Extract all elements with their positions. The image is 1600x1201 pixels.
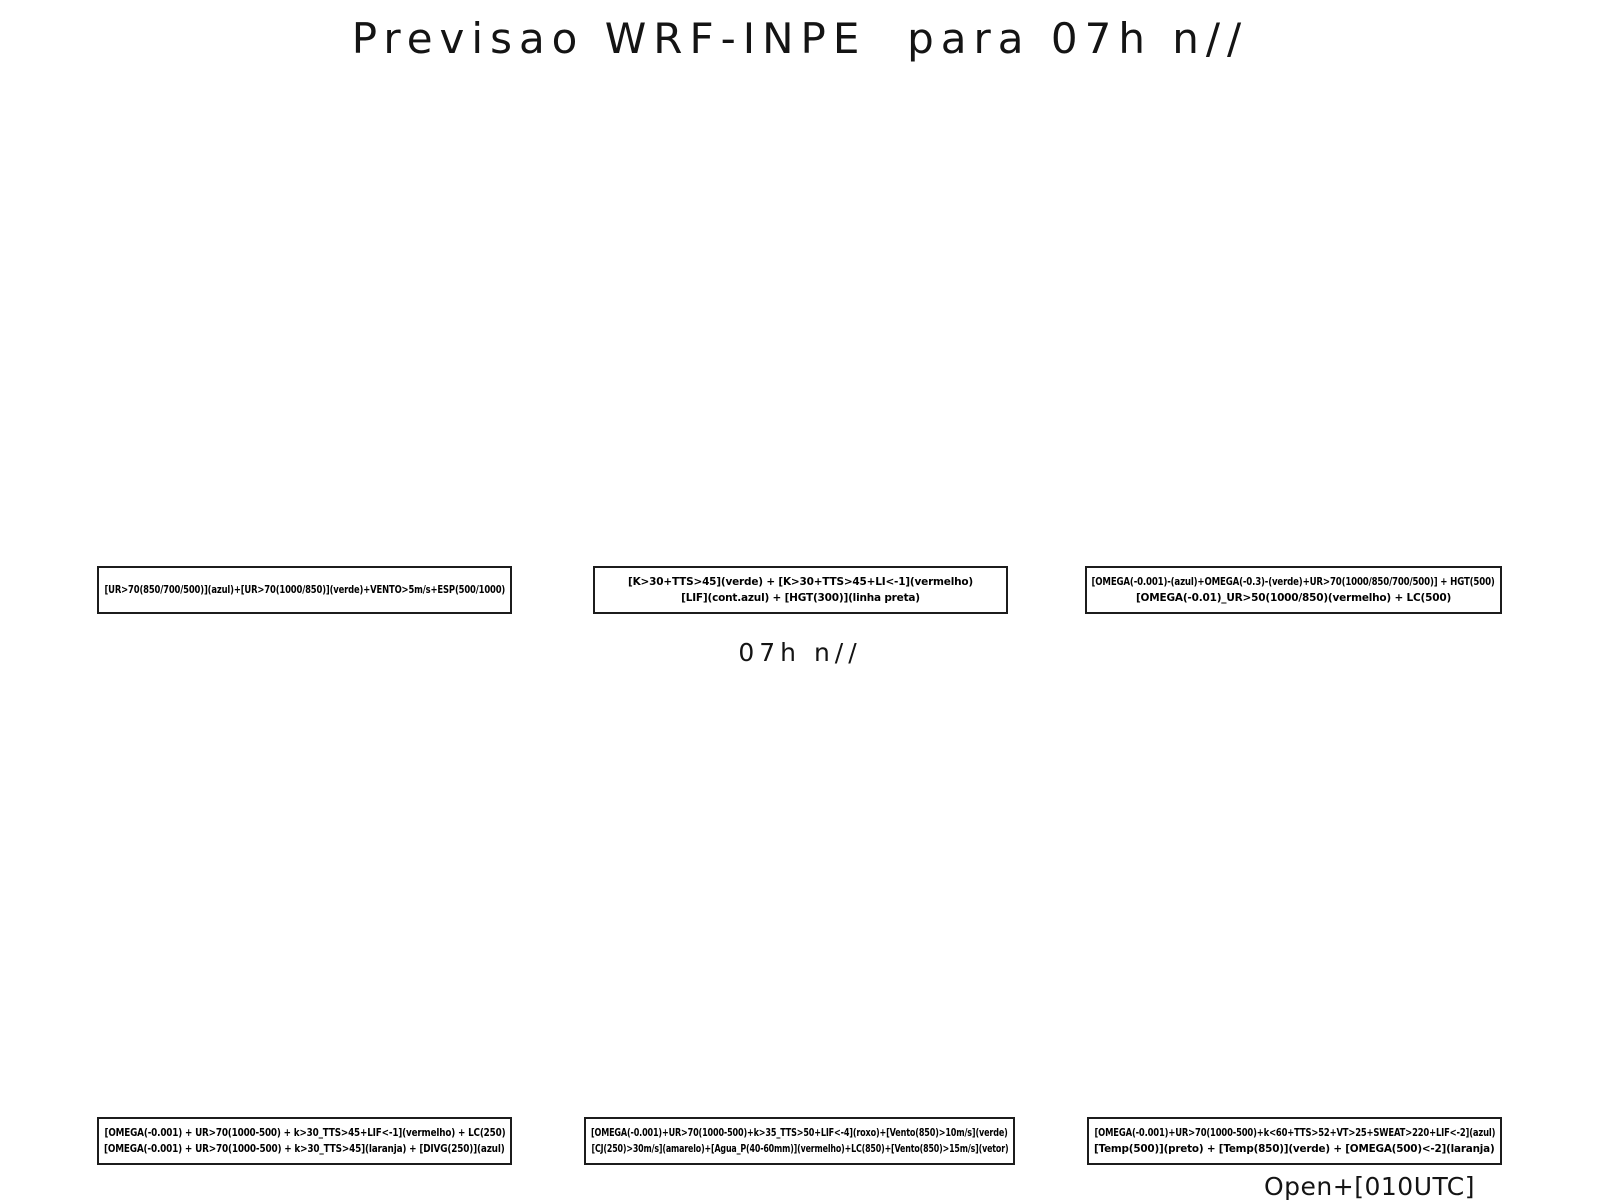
center-time-label: 07h n// xyxy=(738,638,862,667)
legend-box-6-line-2: [Temp(500)](preto) + [Temp(850)](verde) + [OMEGA(500)<-2](laranja) xyxy=(1094,1143,1495,1155)
legend-box-6 xyxy=(1087,1117,1502,1165)
legend-box-2 xyxy=(593,566,1008,614)
legend-box-1 xyxy=(97,566,512,614)
footer-open-label: Open+[010UTC] xyxy=(1264,1172,1476,1201)
legend-box-4-line-2: [OMEGA(-0.001) + UR>70(1000-500) + k>30_TTS>45](laranja) + [DIVG(250)](azul) xyxy=(104,1143,505,1155)
legend-box-3 xyxy=(1085,566,1502,614)
legend-box-6-line-1: [OMEGA(-0.001)+UR>70(1000-500)+k<60+TTS>52+VT>25+SWEAT>220+LIF<-2](azul) xyxy=(1094,1127,1495,1139)
legend-box-4-line-1: [OMEGA(-0.001) + UR>70(1000-500) + k>30_TTS>45+LIF<-1](vermelho) + LC(250) xyxy=(104,1127,505,1139)
page-title: Previsao WRF-INPE para 07h n// xyxy=(351,14,1249,63)
legend-box-5-line-2: [CJ(250)>30m/s](amarelo)+[Agua_P(40-60mm)](vermelho)+LC(850)+[Vento(850)>15m/s](vetor) xyxy=(591,1143,1008,1155)
legend-box-5 xyxy=(584,1117,1015,1165)
legend-box-3-line-2: [OMEGA(-0.01)_UR>50(1000/850)(vermelho) + LC(500) xyxy=(1135,592,1452,604)
legend-box-2-line-1: [K>30+TTS>45](verde) + [K>30+TTS>45+LI<-1](vermelho) xyxy=(628,576,973,588)
legend-box-4 xyxy=(97,1117,512,1165)
legend-box-5-line-1: [OMEGA(-0.001)+UR>70(1000-500)+k>35_TTS>50+LIF<-4](roxo)+[Vento(850)>10m/s](verde) xyxy=(591,1127,1008,1139)
legend-box-1-line-1: [UR>70(850/700/500)](azul)+[UR>70(1000/850)](verde)+VENTO>5m/s+ESP(500/1000) xyxy=(104,584,505,596)
legend-box-3-line-1: [OMEGA(-0.001)-(azul)+OMEGA(-0.3)-(verde)+UR>70(1000/850/700/500)] + HGT(500) xyxy=(1091,576,1496,588)
legend-box-2-line-2: [LIF](cont.azul) + [HGT(300)](linha preta) xyxy=(681,592,920,604)
